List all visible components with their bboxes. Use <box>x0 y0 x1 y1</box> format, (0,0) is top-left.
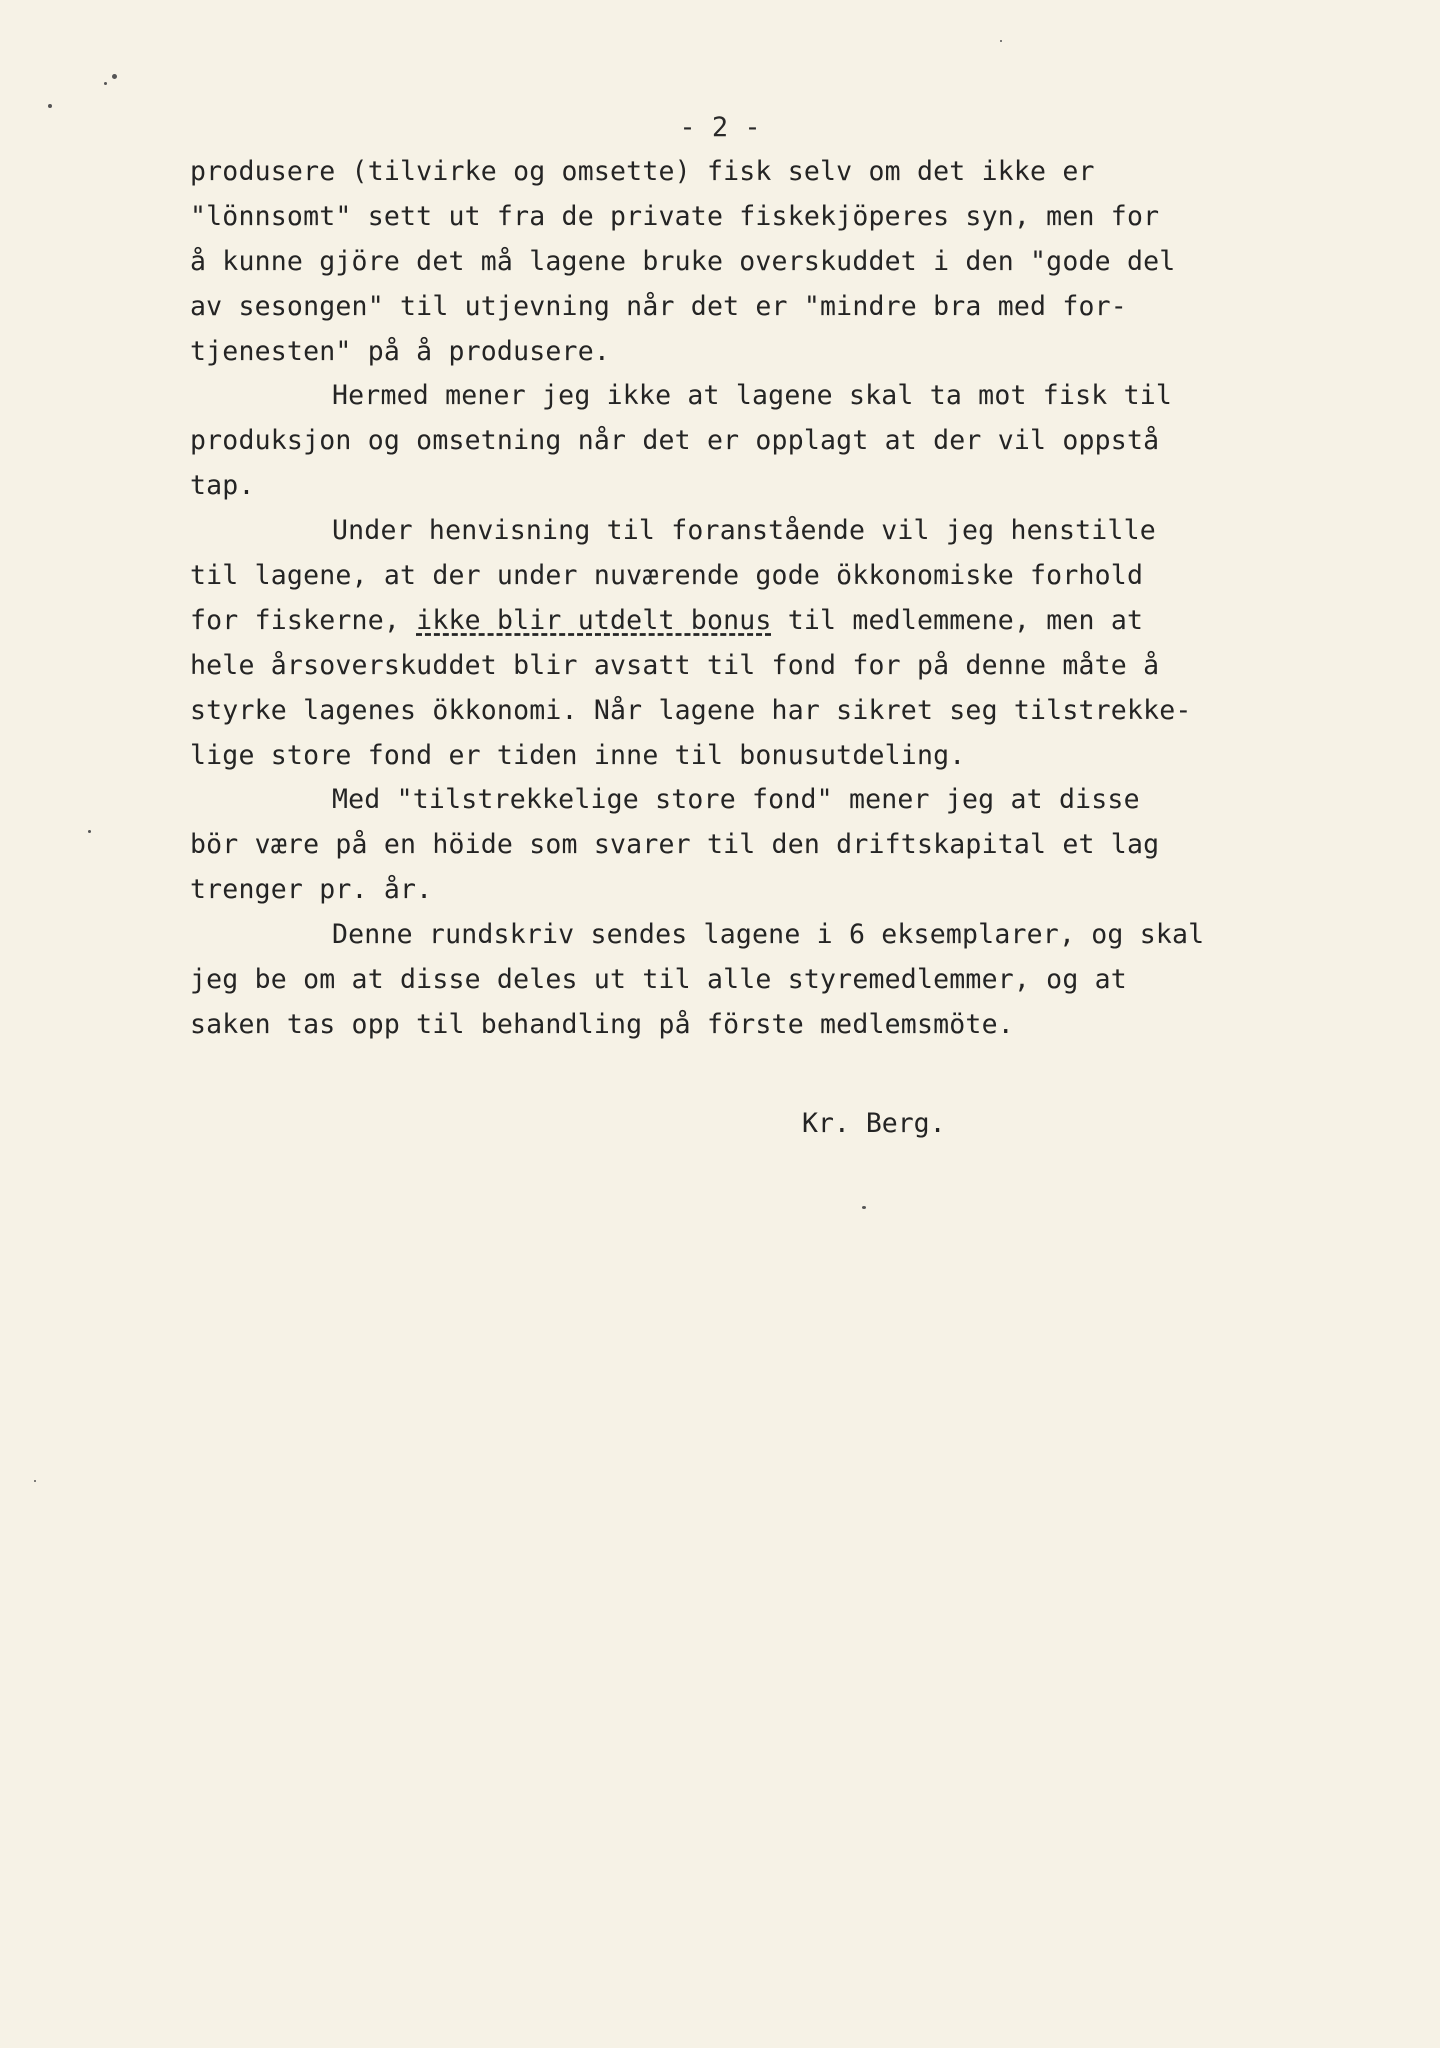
paragraph-3-line <box>190 599 1340 644</box>
text-line: tjenesten" på å produsere. <box>190 335 611 367</box>
paragraph-3-line: til lagene, at der under nuværende gode ökkonomiske forhold <box>190 560 1144 592</box>
text-segment: for fiskerne, <box>190 604 417 636</box>
text-line: av sesongen" til utjevning når det er "mindre bra med for- <box>190 290 1127 322</box>
paragraph-4-line: bör være på en höide som svarer til den driftskapital et lag <box>190 829 1160 861</box>
paragraph-2-line: produksjon og omsetning når det er opplagt at der vil oppstå <box>190 425 1160 457</box>
text-line: "lönnsomt" sett ut fra de private fiskekjöperes syn, men for <box>190 200 1160 232</box>
underlined-phrase: ikke blir utdelt bonus <box>416 604 772 636</box>
paragraph-3-line: lige store fond er tiden inne til bonusutdeling. <box>190 739 966 771</box>
paragraph-2-line: Hermed mener jeg ikke at lagene skal ta mot fisk til <box>332 380 1173 412</box>
paragraph-5-line: jeg be om at disse deles ut til alle styremedlemmer, og at <box>190 964 1127 996</box>
paragraph-3-line: styrke lagenes ökkonomi. Når lagene har sikret seg tilstrekke- <box>190 694 1192 726</box>
paragraph-4-line: trenger pr. år. <box>190 874 433 906</box>
paragraph-4-line: Med "tilstrekkelige store fond" mener jeg at disse <box>332 784 1140 816</box>
paragraph-5-line: Denne rundskriv sendes lagene i 6 eksemplarer, og skal <box>332 919 1205 951</box>
paragraph-3-line: hele årsoverskuddet blir avsatt til fond for på denne måte å <box>190 649 1160 681</box>
page-number: - 2 - <box>679 112 761 143</box>
paper-speck <box>862 1206 866 1209</box>
paper-speck <box>104 82 107 85</box>
paper-speck <box>48 104 52 108</box>
text-line: å kunne gjöre det må lagene bruke overskuddet i den "gode del <box>190 245 1176 277</box>
letter-body <box>190 150 1340 1048</box>
paper-speck <box>1000 40 1002 42</box>
paragraph-5-line: saken tas opp til behandling på förste medlemsmöte. <box>190 1008 1014 1040</box>
paragraph-3-line: Under henvisning til foranstående vil jeg henstille <box>332 515 1156 547</box>
paper-speck <box>88 830 91 833</box>
text-line: produsere (tilvirke og omsette) fisk selv om det ikke er <box>190 156 1095 187</box>
signature: Kr. Berg. <box>802 1108 946 1139</box>
paragraph-2-line: tap. <box>190 470 255 502</box>
paper-speck <box>34 1480 36 1482</box>
text-segment: til medlemmene, men at <box>771 604 1144 636</box>
paper-speck <box>112 74 117 79</box>
